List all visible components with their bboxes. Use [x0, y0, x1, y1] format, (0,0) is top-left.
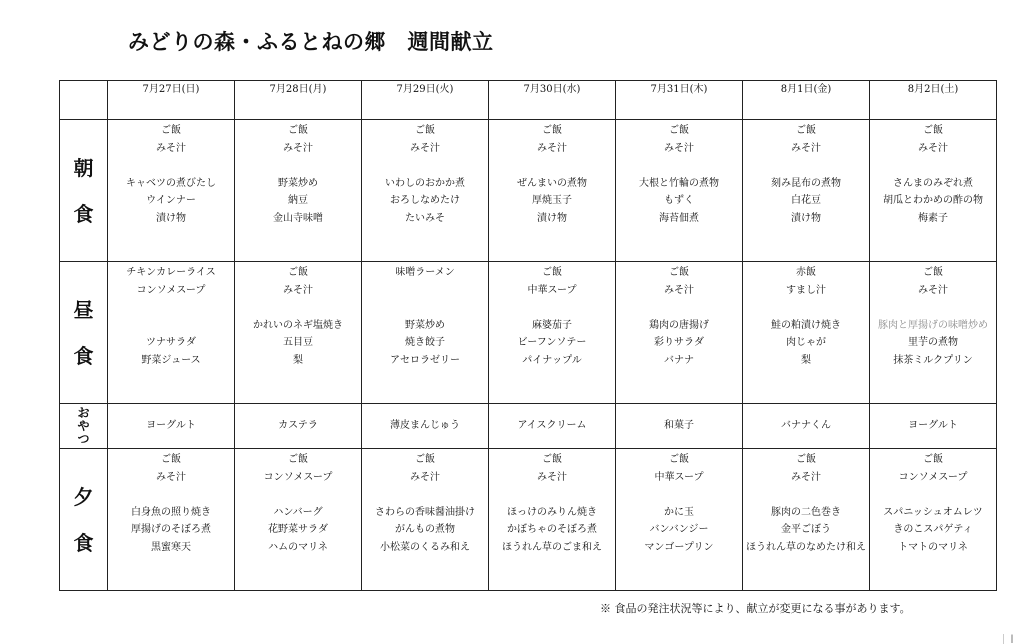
menu-item: ご飯 [288, 125, 308, 136]
breakfast-row [60, 120, 997, 262]
dinner-label-char: 食 [73, 530, 94, 555]
weekly-menu-table [59, 80, 997, 591]
menu-item: ご飯 [923, 125, 943, 136]
snack-label [60, 404, 108, 449]
menu-item: 彩りサラダ [654, 337, 704, 349]
menu-item [870, 299, 996, 317]
menu-item: さわらの香味醤油掛け [375, 506, 475, 518]
menu-item: ご飯 [542, 125, 562, 136]
menu-item: 大根と竹輪の煮物 [639, 177, 719, 189]
menu-item: コンソメスープ [898, 471, 968, 483]
menu-item: 中華スープ [527, 284, 577, 296]
menu-item: さんまのみぞれ煮 [893, 177, 973, 189]
lunch-cell [108, 262, 235, 404]
menu-item [616, 157, 742, 175]
menu-item: 梅素子 [918, 212, 948, 224]
menu-item: 花野菜サラダ [268, 524, 328, 536]
date-header: 7月28日(月) [235, 81, 362, 120]
menu-item: 鶏肉の唐揚げ [649, 319, 709, 331]
menu-item: 抹茶ミルクプリン [893, 354, 973, 366]
menu-item: ほっけのみりん焼き [507, 506, 597, 518]
menu-item: みそ汁 [410, 471, 440, 483]
menu-item: みそ汁 [791, 471, 821, 483]
scroll-handle[interactable]: ‖ [1003, 634, 1020, 644]
menu-item: ご飯 [923, 267, 943, 278]
menu-item: 厚焼玉子 [532, 195, 572, 207]
menu-item [743, 486, 869, 504]
snack-cell: バナナくん [743, 404, 870, 449]
snack-cell: カステラ [235, 404, 362, 449]
snack-label-char: つ [77, 431, 90, 446]
menu-item [489, 486, 615, 504]
menu-item: みそ汁 [918, 284, 948, 296]
menu-item: ご飯 [415, 125, 435, 136]
dinner-cell [235, 449, 362, 591]
menu-item: ほうれん草のなめたけ和え [746, 541, 866, 553]
menu-item: アセロラゼリー [390, 354, 460, 366]
menu-item: 厚揚げのそぼろ煮 [131, 524, 211, 536]
date-header: 7月29日(火) [362, 81, 489, 120]
dinner-cell [108, 449, 235, 591]
lunch-label [60, 262, 108, 404]
menu-item: ご飯 [669, 454, 689, 465]
menu-item: 五目豆 [283, 337, 313, 349]
menu-item [235, 157, 361, 175]
lunch-cell [235, 262, 362, 404]
menu-item [362, 486, 488, 504]
menu-item: かれいのネギ塩焼き [253, 319, 343, 331]
dinner-label [60, 449, 108, 591]
menu-item: おろしなめたけ [390, 195, 460, 207]
snack-row [60, 404, 997, 449]
menu-item: みそ汁 [791, 142, 821, 154]
dinner-row [60, 449, 997, 591]
menu-item [616, 299, 742, 317]
dinner-cell [870, 449, 997, 591]
menu-item: 中華スープ [654, 471, 704, 483]
lunch-row [60, 262, 997, 404]
menu-item: ハムのマリネ [268, 541, 328, 553]
menu-item: 金山寺味噌 [273, 212, 323, 224]
date-header: 7月31日(木) [616, 81, 743, 120]
menu-item: 白身魚の照り焼き [131, 506, 211, 518]
date-header: 7月27日(日) [108, 81, 235, 120]
menu-item: 里芋の煮物 [908, 337, 958, 349]
breakfast-cell [108, 120, 235, 262]
menu-item: かに玉 [664, 506, 694, 518]
dinner-label-char: 夕 [73, 484, 94, 509]
menu-item: みそ汁 [156, 471, 186, 483]
menu-item: ご飯 [288, 267, 308, 278]
menu-item: がんもの煮物 [395, 524, 455, 536]
menu-item: きのこスパゲティ [893, 524, 973, 536]
menu-item: ご飯 [796, 125, 816, 136]
menu-item: ほうれん草のごま和え [502, 541, 602, 553]
menu-item: 金平ごぼう [781, 524, 831, 536]
menu-item [235, 299, 361, 317]
menu-item: 野菜炒め [278, 177, 318, 189]
menu-item: みそ汁 [537, 471, 567, 483]
breakfast-label-char: 食 [73, 201, 94, 226]
menu-item: かぼちゃのそぼろ煮 [507, 524, 597, 536]
menu-item: ご飯 [923, 454, 943, 465]
menu-item: 野菜炒め [405, 319, 445, 331]
menu-item: ツナサラダ [146, 337, 196, 349]
menu-item: バンバンジー [649, 524, 709, 536]
menu-item: 野菜ジュース [141, 354, 201, 366]
menu-item: 漬け物 [791, 212, 821, 224]
menu-item: ご飯 [161, 454, 181, 465]
menu-item: コンソメスープ [263, 471, 333, 483]
menu-item: みそ汁 [664, 284, 694, 296]
menu-item: 豚肉の二色巻き [771, 506, 841, 518]
menu-item: 白花豆 [791, 195, 821, 207]
menu-item [743, 157, 869, 175]
menu-item: マンゴープリン [644, 541, 714, 553]
menu-item [362, 282, 488, 300]
menu-item [870, 157, 996, 175]
menu-item: コンソメスープ [136, 284, 206, 296]
dinner-cell [743, 449, 870, 591]
menu-item: みそ汁 [283, 284, 313, 296]
menu-item [616, 486, 742, 504]
menu-item: みそ汁 [537, 142, 567, 154]
menu-item: バナナ [664, 354, 694, 366]
menu-item: 鮭の粕漬け焼き [771, 319, 841, 331]
menu-item: 味噌ラーメン [395, 267, 455, 278]
menu-item [870, 486, 996, 504]
snack-cell: ヨーグルト [870, 404, 997, 449]
menu-item [489, 157, 615, 175]
date-header: 7月30日(水) [489, 81, 616, 120]
menu-item: みそ汁 [156, 142, 186, 154]
breakfast-cell [616, 120, 743, 262]
menu-item: ご飯 [796, 454, 816, 465]
menu-item: もずく [664, 195, 694, 207]
date-header: 8月1日(金) [743, 81, 870, 120]
menu-item: トマトのマリネ [898, 541, 968, 553]
menu-item: 梨 [801, 354, 811, 366]
menu-item [362, 299, 488, 317]
breakfast-cell [489, 120, 616, 262]
menu-item [489, 299, 615, 317]
menu-item: みそ汁 [410, 142, 440, 154]
lunch-cell [743, 262, 870, 404]
menu-item: キャベツの煮びたし [126, 177, 216, 189]
page-title: みどりの森・ふるとねの郷 週間献立 [128, 29, 494, 54]
menu-item [743, 299, 869, 317]
breakfast-cell [743, 120, 870, 262]
menu-item: 麻婆茄子 [532, 319, 572, 331]
dinner-cell [616, 449, 743, 591]
menu-item: ビーフンソテー [517, 337, 587, 349]
menu-item: 漬け物 [537, 212, 567, 224]
snack-cell: ヨーグルト [108, 404, 235, 449]
snack-label-char: お [77, 405, 90, 420]
menu-item: チキンカレーライス [126, 267, 216, 278]
menu-item: ぜんまいの煮物 [517, 177, 587, 189]
menu-item [108, 299, 234, 317]
lunch-label-char: 昼 [73, 297, 94, 322]
menu-item: みそ汁 [283, 142, 313, 154]
dinner-cell [362, 449, 489, 591]
breakfast-label [60, 120, 108, 262]
menu-item: 豚肉と厚揚げの味噌炒め [878, 319, 988, 331]
menu-item: 梨 [293, 354, 303, 366]
menu-item: ウインナー [146, 195, 196, 207]
lunch-cell [362, 262, 489, 404]
snack-cell: 和菓子 [616, 404, 743, 449]
menu-item [108, 486, 234, 504]
menu-item: ハンバーグ [273, 506, 323, 518]
menu-item: ご飯 [542, 454, 562, 465]
change-notice: ※ 食品の発注状況等により、献立が変更になる事があります。 [600, 602, 911, 615]
menu-item [108, 317, 234, 335]
menu-item: ご飯 [288, 454, 308, 465]
menu-item: 漬け物 [156, 212, 186, 224]
breakfast-cell [235, 120, 362, 262]
menu-item: ご飯 [669, 267, 689, 278]
menu-item: 肉じゃが [786, 337, 826, 349]
header-row [60, 81, 997, 120]
menu-item: ご飯 [415, 454, 435, 465]
lunch-cell [870, 262, 997, 404]
menu-item: 海苔佃煮 [659, 212, 699, 224]
menu-item: みそ汁 [664, 142, 694, 154]
menu-item: 黒蜜寒天 [151, 541, 191, 553]
menu-item: ご飯 [161, 125, 181, 136]
menu-item [362, 157, 488, 175]
breakfast-cell [870, 120, 997, 262]
corner-cell [60, 81, 108, 120]
snack-label-char: や [77, 418, 90, 433]
menu-item: スパニッシュオムレツ [883, 506, 983, 518]
lunch-label-char: 食 [73, 343, 94, 368]
lunch-cell [489, 262, 616, 404]
menu-item: 小松菜のくるみ和え [380, 541, 470, 553]
menu-item: 刻み昆布の煮物 [771, 177, 841, 189]
snack-cell: 薄皮まんじゅう [362, 404, 489, 449]
menu-item: すまし汁 [786, 284, 826, 296]
menu-item [108, 157, 234, 175]
menu-item: 焼き餃子 [405, 337, 445, 349]
menu-item: みそ汁 [918, 142, 948, 154]
breakfast-cell [362, 120, 489, 262]
snack-cell: アイスクリーム [489, 404, 616, 449]
breakfast-label-char: 朝 [73, 155, 94, 180]
menu-item: ご飯 [669, 125, 689, 136]
menu-item: 赤飯 [796, 267, 816, 278]
menu-item: 納豆 [288, 195, 308, 207]
menu-item: いわしのおかか煮 [385, 177, 465, 189]
menu-item: たいみそ [405, 212, 445, 224]
menu-item [235, 486, 361, 504]
menu-item: ご飯 [542, 267, 562, 278]
dinner-cell [489, 449, 616, 591]
menu-item: 胡瓜とわかめの酢の物 [883, 195, 983, 207]
lunch-cell [616, 262, 743, 404]
menu-item: パイナップル [522, 354, 582, 366]
date-header: 8月2日(土) [870, 81, 997, 120]
